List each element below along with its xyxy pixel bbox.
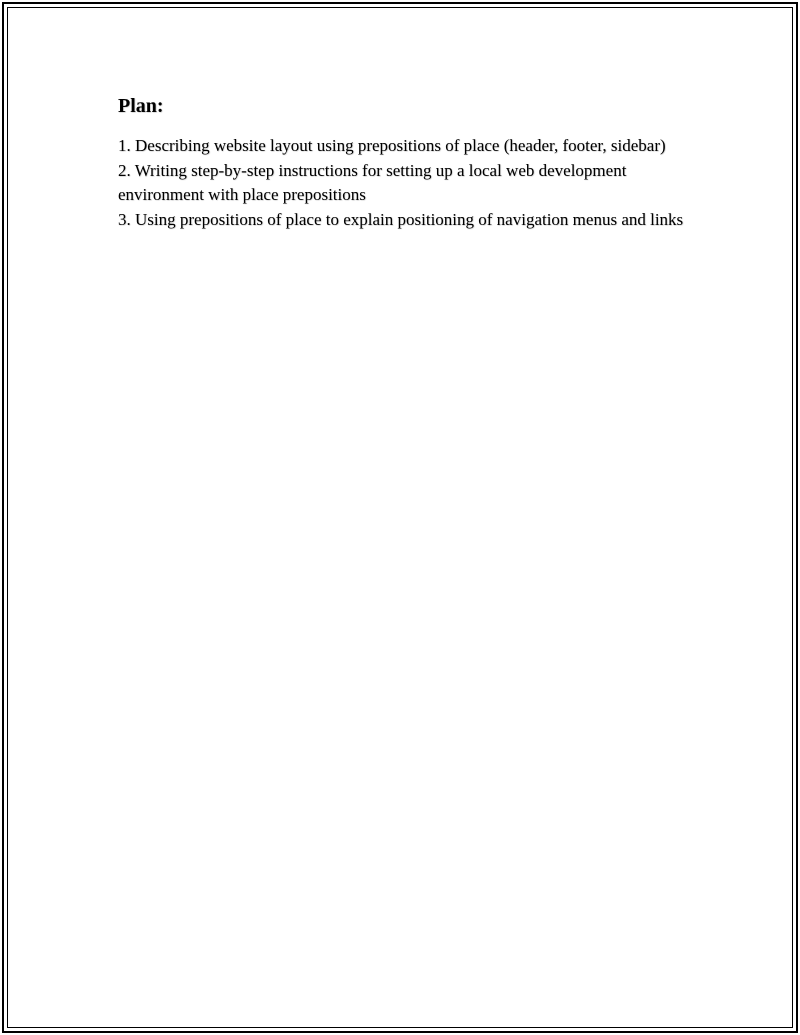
plan-item-1: 1. Describing website layout using prepositions of place (header, footer, sidebar) [118, 136, 666, 155]
plan-item-3: 3. Using prepositions of place to explain positioning of navigation menus and links [118, 209, 684, 229]
plan-item-2: 2. Writing step-by-step instructions for setting up a local web development environment with place prepositions [118, 160, 627, 204]
document-body [118, 92, 688, 232]
plan-heading: Plan: [118, 95, 164, 117]
